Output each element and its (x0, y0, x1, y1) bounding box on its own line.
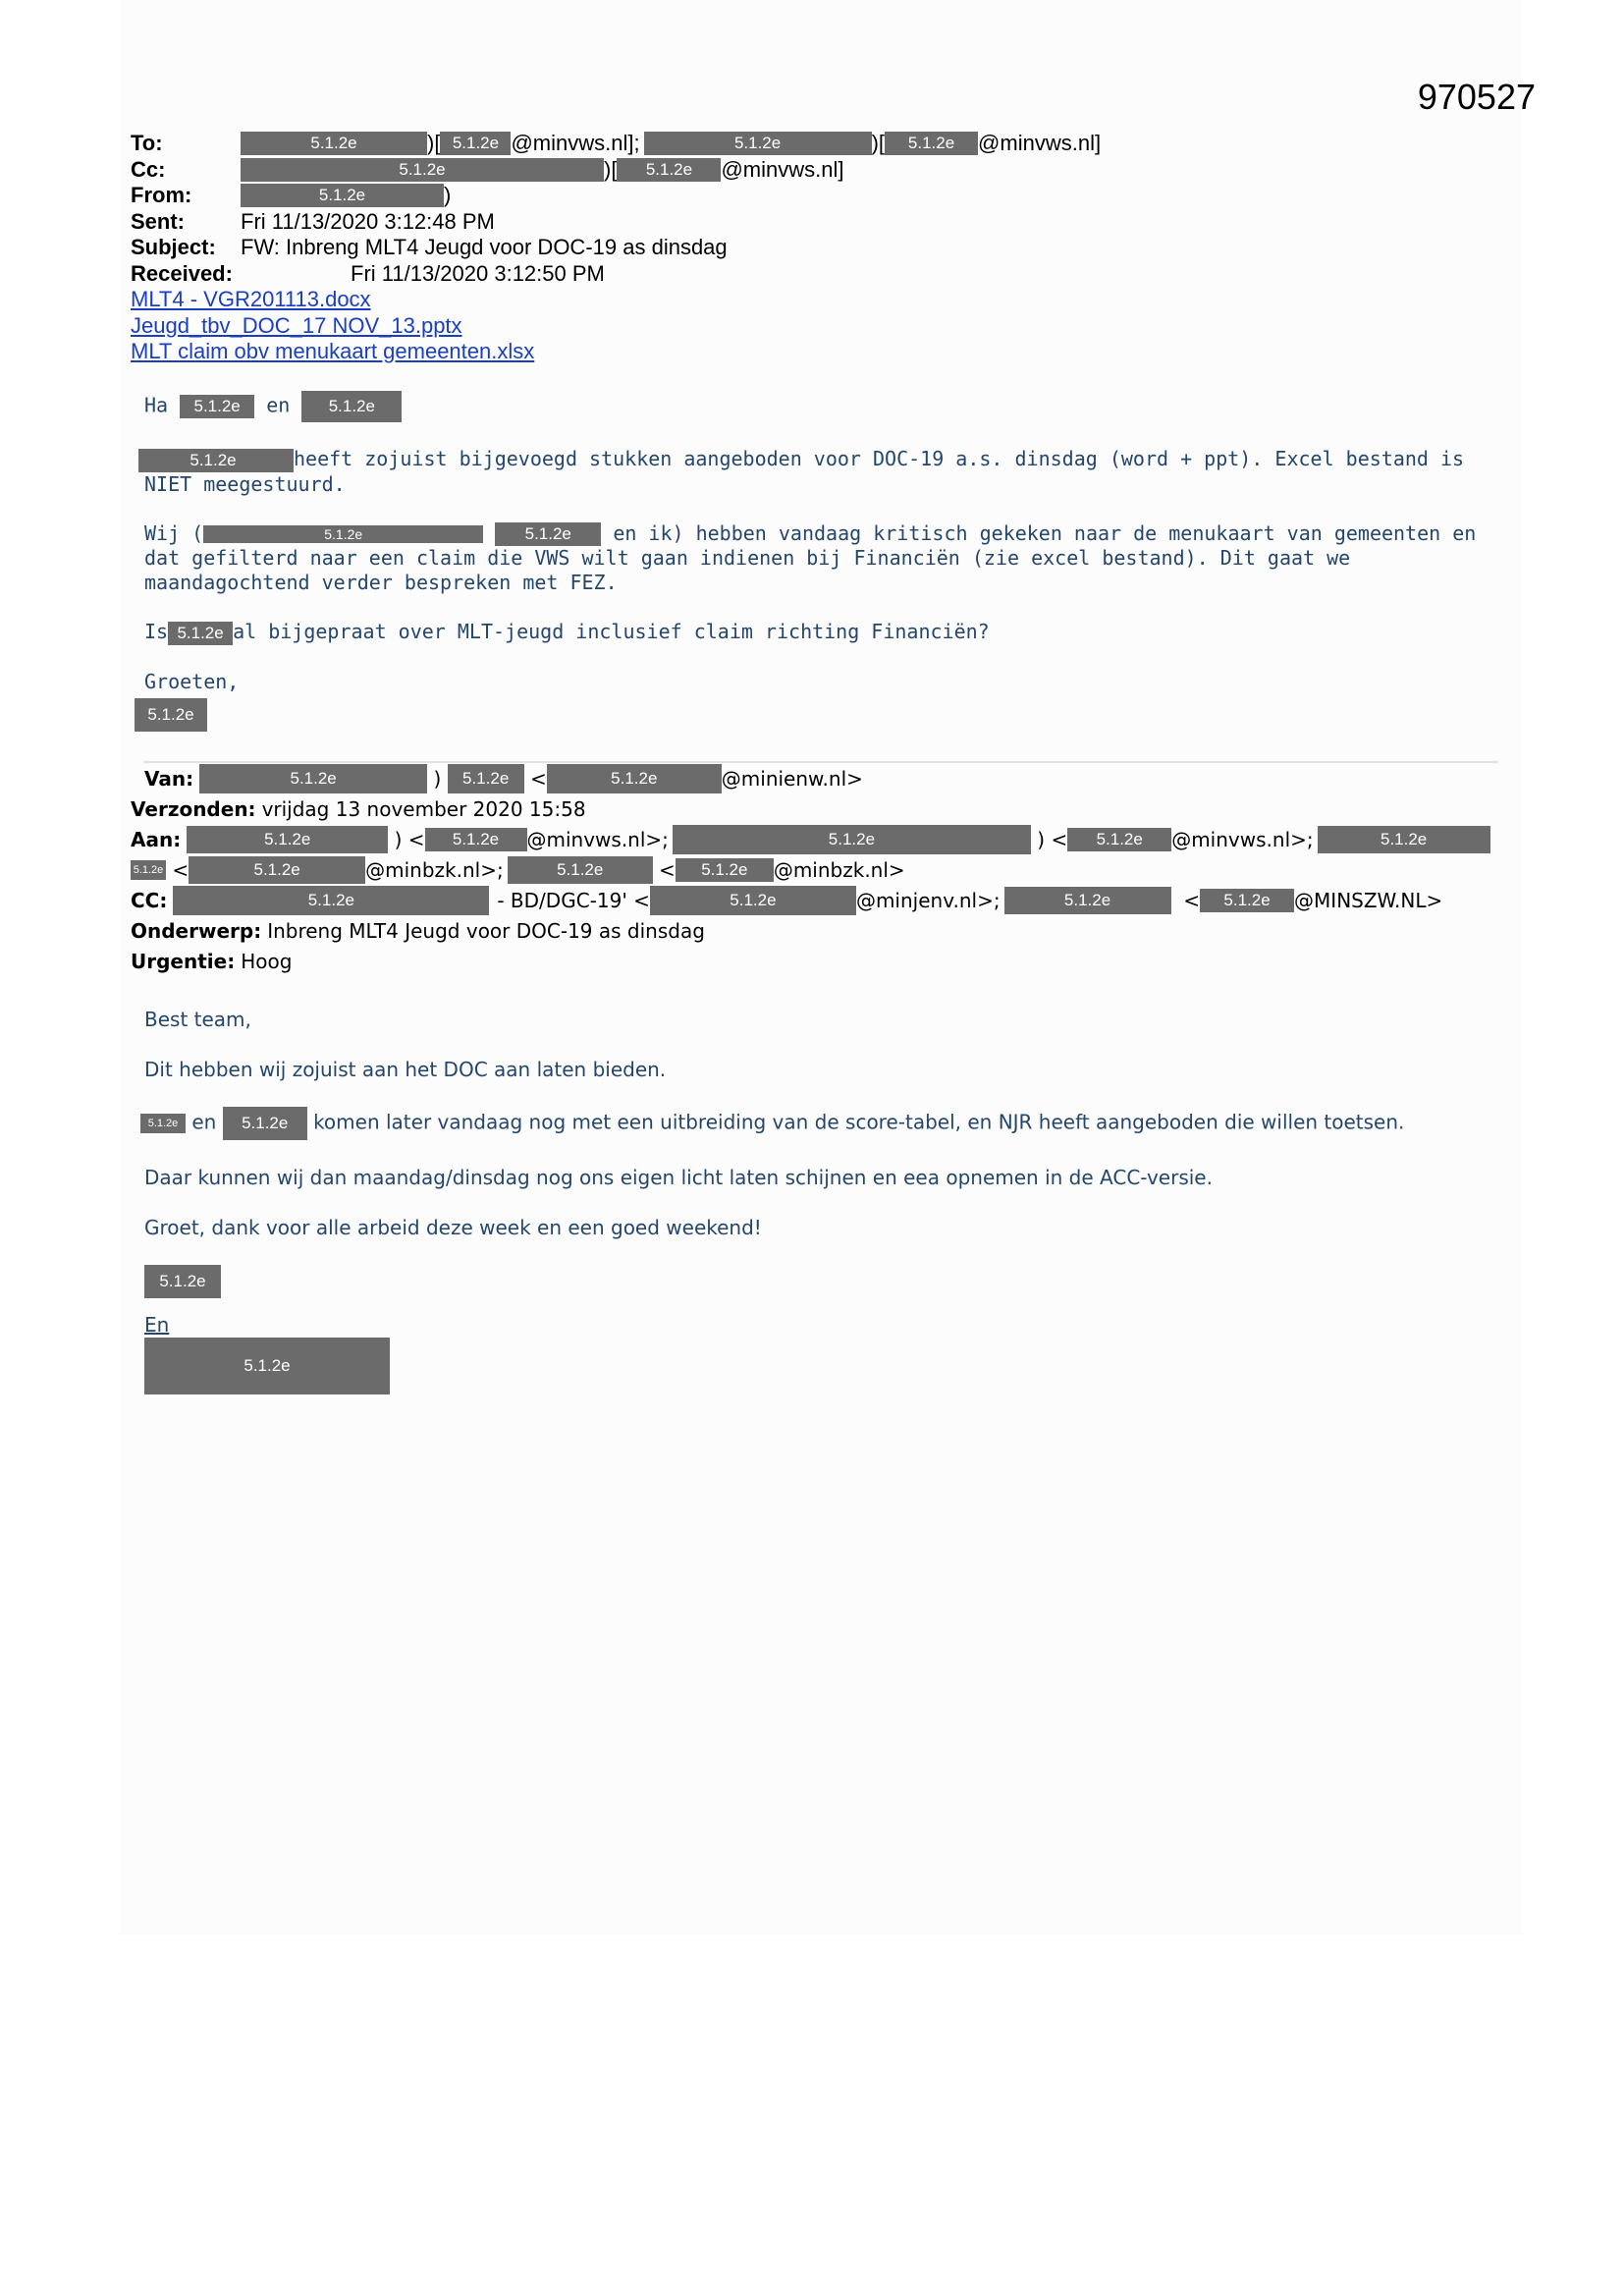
redaction: 5.1.2e (168, 622, 233, 645)
cc-row (131, 885, 1505, 915)
redaction: 5.1.2e (1200, 889, 1294, 912)
attachment-link[interactable]: MLT4 - VGR201113.docx (131, 287, 371, 311)
redaction: 5.1.2e (131, 860, 166, 880)
closing: Groeten, (144, 669, 240, 693)
attachment-link[interactable]: MLT claim obv menukaart gemeenten.xlsx (131, 339, 535, 363)
document-number: 970527 (1417, 77, 1536, 117)
onderwerp-row (131, 915, 1505, 946)
attachments-list (131, 287, 1505, 365)
message-sign-name (144, 1338, 1519, 1394)
van-domain: @minienw.nl> (721, 766, 863, 791)
subject-label: Subject: (131, 235, 216, 260)
subject-value: FW: Inbreng MLT4 Jeugd voor DOC-19 as dinsdag (241, 235, 728, 260)
subject-row (131, 235, 1505, 261)
greeting-prefix: Ha (144, 393, 169, 417)
separator: ) (427, 766, 448, 791)
to-domain-2: @minvws.nl] (978, 131, 1102, 156)
email-header (131, 131, 1505, 365)
onderwerp-value: Inbreng MLT4 Jeugd voor DOC-19 as dinsdag (267, 918, 705, 943)
separator: ) < (388, 827, 425, 851)
redaction: 5.1.2e (135, 698, 207, 732)
separator: ) (444, 183, 452, 208)
message-sign-en: En (144, 1313, 170, 1337)
received-value: Fri 11/13/2020 3:12:50 PM (351, 260, 605, 286)
sent-row (131, 209, 1505, 236)
onderwerp-label: Onderwerp: (131, 918, 262, 943)
cc-domain-1: @minjenv.nl>; (855, 888, 1001, 912)
redaction: 5.1.2e (241, 184, 444, 207)
aan-domain-1: @minvws.nl>; (526, 827, 669, 851)
greeting (144, 391, 1480, 422)
urgentie-row (131, 946, 1505, 976)
message-paragraph-2-mid: en (191, 1110, 217, 1134)
forwarded-header (131, 763, 1505, 976)
van-label: Van: (144, 766, 194, 791)
reply-paragraph-3-prefix: Is (144, 620, 169, 643)
reply-paragraph-3-text: al bijgepraat over MLT-jeugd inclusief claim richting Financiën? (233, 620, 990, 643)
signature (135, 698, 1480, 732)
redaction: 5.1.2e (144, 1265, 221, 1298)
separator: )[ (604, 156, 618, 182)
cc-text-1: - BD/DGC-19' < (497, 888, 650, 912)
aan-domain-3: @minbzk.nl>; (365, 857, 504, 882)
reply-body (144, 391, 1480, 756)
separator: < (166, 857, 189, 882)
verzonden-label: Verzonden: (131, 796, 256, 821)
aan-domain-2: @minvws.nl>; (1171, 827, 1314, 851)
cc-domain-2: @MINSZW.NL> (1294, 888, 1443, 912)
redaction: 5.1.2e (241, 132, 427, 155)
redaction: 5.1.2e (180, 395, 254, 418)
redaction: 5.1.2e (199, 764, 427, 793)
forwarded-body (144, 1007, 1519, 1394)
separator: ) < (1030, 827, 1068, 851)
message-signature (144, 1265, 1519, 1298)
separator: < (652, 857, 676, 882)
cc-domain: @minvws.nl] (721, 156, 844, 182)
urgentie-value: Hoog (241, 949, 293, 973)
message-paragraph-1: Dit hebben wij zojuist aan het DOC aan laten bieden. (144, 1058, 667, 1081)
received-label: Received: (131, 260, 233, 286)
redaction: 5.1.2e (650, 886, 856, 915)
message-paragraph-2 (140, 1107, 1519, 1140)
to-row (131, 131, 1505, 157)
reply-paragraph-2-prefix: Wij ( (144, 520, 204, 545)
redaction: 5.1.2e (495, 522, 601, 546)
redaction: 5.1.2e (885, 132, 978, 155)
van-row (131, 763, 1505, 793)
from-label: From: (131, 183, 192, 208)
redaction: 5.1.2e (448, 764, 524, 793)
redaction: 5.1.2e (173, 886, 489, 915)
greeting-mid: en (266, 393, 291, 417)
message-paragraph-4: Groet, dank voor alle arbeid deze week en een goed weekend! (144, 1216, 762, 1239)
redaction: 5.1.2e (617, 158, 721, 182)
separator: < (1170, 888, 1201, 912)
to-label: To: (131, 131, 163, 156)
redaction: 5.1.2e (676, 858, 774, 882)
sent-value: Fri 11/13/2020 3:12:48 PM (241, 208, 495, 234)
reply-paragraph-3 (144, 620, 1480, 645)
to-domain-1: @minvws.nl]; (511, 131, 640, 156)
separator: )[ (427, 131, 441, 156)
redaction: 5.1.2e (138, 449, 294, 472)
message-paragraph-2-text: komen later vandaag nog met een uitbreiding van de score-tabel, en NJR heeft aangeboden die willen toetsen. (313, 1110, 1405, 1134)
verzonden-value: vrijdag 13 november 2020 15:58 (261, 796, 586, 821)
redaction: 5.1.2e (673, 825, 1031, 854)
redaction: 5.1.2e (223, 1107, 307, 1140)
cc-label: CC: (131, 888, 168, 912)
redaction: 5.1.2e (301, 391, 402, 422)
sent-label: Sent: (131, 208, 185, 234)
redaction: 5.1.2e (1067, 828, 1171, 851)
redaction: 5.1.2e (1318, 826, 1490, 853)
reply-paragraph-2 (144, 521, 1480, 596)
received-row (131, 261, 1505, 288)
redaction: 5.1.2e (140, 1114, 186, 1133)
reply-paragraph-1 (144, 447, 1480, 497)
aan-row-2 (131, 854, 1505, 885)
aan-label: Aan: (131, 827, 182, 851)
cc-label: Cc: (131, 156, 166, 182)
message-paragraph-3: Daar kunnen wij dan maandag/dinsdag nog ons eigen licht laten schijnen en eea opnemen in de ACC-versie. (144, 1166, 1213, 1189)
redaction: 5.1.2e (440, 132, 511, 155)
verzonden-row (131, 793, 1505, 824)
redaction: 5.1.2e (425, 828, 527, 851)
redaction: 5.1.2e (1004, 887, 1171, 914)
redaction: 5.1.2e (187, 826, 388, 853)
redaction: 5.1.2e (189, 856, 365, 884)
from-row (131, 183, 1505, 209)
separator: )[ (871, 131, 886, 156)
aan-row (131, 824, 1505, 854)
salutation: Best team, (144, 1008, 251, 1031)
reply-paragraph-2-text: en ik) hebben vandaag kritisch gekeken naar de menukaart van gemeenten en dat gefilterd naar een claim die VWS wilt gaan indienen bij Financiën (zie excel bestand). Dit gaat we maandagochtend verder bespreken met FEZ. (144, 520, 1477, 594)
redaction: 5.1.2e (144, 1338, 390, 1394)
redaction: 5.1.2e (508, 856, 653, 884)
redaction: 5.1.2e (547, 764, 722, 793)
cc-row (131, 157, 1505, 184)
reply-paragraph-1-text: heeft zojuist bijgevoegd stukken aangeboden voor DOC-19 a.s. dinsdag (word + ppt). Excel bestand is NIET meegestuurd. (144, 447, 1465, 496)
redaction: 5.1.2e (203, 525, 483, 543)
urgentie-label: Urgentie: (131, 949, 236, 973)
redaction: 5.1.2e (241, 158, 604, 182)
attachment-link[interactable]: Jeugd_tbv_DOC_17 NOV_13.pptx (131, 312, 462, 338)
redaction: 5.1.2e (644, 132, 872, 155)
aan-domain-4: @minbzk.nl> (773, 857, 905, 882)
separator: < (523, 766, 547, 791)
